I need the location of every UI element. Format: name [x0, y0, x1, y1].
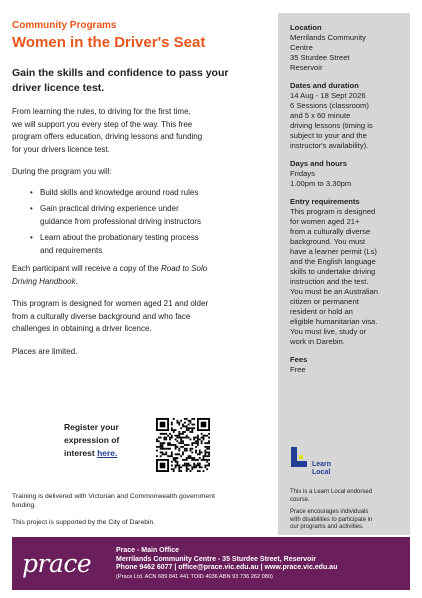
text-line: 6 Sessions (classroom): [290, 101, 369, 110]
page-title: Women in the Driver's Seat: [12, 34, 206, 51]
wordmark-line: Local: [312, 468, 331, 476]
list-item: [30, 187, 270, 200]
handbook-title: Driving Handbook: [12, 276, 76, 286]
fees-heading: Fees: [290, 355, 308, 364]
outcome-list: [12, 187, 270, 258]
office-contact[interactable]: Phone 9462 6077 | office@prace.vic.edu.au | www.prace.vic.edu.au: [116, 564, 338, 572]
text-line: [12, 263, 270, 276]
text-line: driving lessons (timing is: [290, 121, 373, 130]
register-text: interest: [64, 448, 98, 458]
location-heading: Location: [290, 23, 322, 32]
intro-paragraph: [12, 106, 270, 156]
text-line: [12, 276, 270, 289]
lead-line: driver licence test.: [12, 82, 105, 94]
location-block: [290, 23, 402, 73]
kicker: Community Programs: [12, 20, 117, 31]
entry-block: [290, 197, 402, 347]
dates-block: [290, 81, 402, 151]
text-line: This program is designed: [290, 207, 376, 216]
text-line: 1.00pm to 3.30pm: [290, 179, 352, 188]
entry-heading: Entry requirements: [290, 197, 360, 206]
text-line: subject to your and the: [290, 131, 367, 140]
text-line: 14 Aug - 18 Sept 2026: [290, 91, 366, 100]
text-line: guidance from professional driving instructors: [40, 216, 201, 226]
text-line: from a culturally diverse: [290, 227, 371, 236]
text-line: • Build skills and knowledge around road rules: [40, 187, 199, 197]
text-line: with disabilities to participate in: [290, 516, 373, 523]
text-line: for your drivers licence test.: [12, 144, 110, 154]
lead-text: [12, 66, 270, 96]
learn-local-icon: [290, 446, 310, 468]
handbook-pre: Each participant will receive a copy of the: [12, 264, 161, 273]
office-name: Prace - Main Office: [116, 547, 180, 554]
wordmark-line: Learn: [312, 461, 332, 468]
accessibility-note: [290, 509, 406, 532]
text-line: work in Darebin.: [290, 337, 345, 346]
text-line: and requirements: [40, 245, 103, 255]
text-line: program offers education, driving lessons and funding: [12, 132, 203, 141]
text-line: This is a Learn Local endorsed: [290, 489, 373, 495]
list-item: [30, 203, 270, 228]
handbook-post: .: [75, 276, 78, 286]
text-line: Training is delivered with Victorian and Commonwealth government: [12, 493, 215, 500]
lead-line: Gain the skills and confidence to pass your: [12, 67, 229, 79]
text-line: skills to undertake driving: [290, 267, 376, 276]
text-line: [64, 447, 144, 460]
text-line: challenges in obtaining a driver licence.: [12, 324, 152, 333]
handbook-title: Road to Solo: [160, 264, 208, 273]
footer-band: [12, 537, 410, 590]
text-line: our programs and activities.: [290, 524, 364, 531]
text-line: course.: [290, 496, 310, 503]
qr-code-icon[interactable]: [156, 418, 210, 472]
text-line: You must be an Australian: [290, 287, 378, 296]
places-note: Places are limited.: [12, 346, 78, 356]
funding-note: [12, 492, 270, 510]
text-line: background. You must: [290, 237, 366, 246]
text-line: You must live, study or: [290, 327, 367, 336]
text-line: have a learner permit (Ls): [290, 247, 377, 256]
text-line: • Gain practical driving experience under: [40, 204, 179, 213]
text-line: Fridays: [290, 169, 315, 178]
text-line: instructor's availability).: [290, 141, 369, 150]
text-line: Prace encourages individuals: [290, 509, 369, 515]
fees-block: [290, 355, 402, 375]
learn-local-wordmark: [312, 461, 331, 476]
fees-value: Free: [290, 365, 306, 374]
eligibility-paragraph: [12, 298, 270, 336]
during-heading: During the program you will:: [12, 167, 112, 176]
text-line: funding.: [12, 502, 37, 509]
text-line: From learning the rules, to driving for the first time,: [12, 107, 191, 116]
text-line: and the English language: [290, 257, 376, 266]
learn-local-note: [290, 489, 406, 504]
text-line: Centre: [290, 43, 313, 52]
days-block: [290, 159, 402, 189]
days-heading: Days and hours: [290, 159, 347, 168]
legal-text: (Prace Ltd. ACN 689 841 441 TOID 4036 ABN 93 736 262 080): [116, 573, 273, 580]
text-line: This program is designed for women aged 21 and older: [12, 299, 209, 308]
text-line: Merrilands Community: [290, 33, 366, 42]
text-line: for women aged 21+: [290, 217, 360, 226]
text-line: from a culturally diverse background and who face: [12, 311, 191, 321]
text-line: Register your: [64, 422, 119, 432]
register-prompt: [64, 421, 144, 460]
text-line: we will support you every step of the way. This free: [12, 119, 193, 129]
support-note: This project is supported by the City of Darebin.: [12, 519, 156, 526]
dates-heading: Dates and duration: [290, 81, 359, 90]
text-line: instruction and the test.: [290, 277, 369, 286]
text-line: 35 Sturdee Street: [290, 53, 350, 62]
footer-contact: [116, 547, 406, 581]
text-line: resident or hold an: [290, 307, 353, 316]
handbook-paragraph: [12, 263, 270, 288]
text-line: citizen or permanent: [290, 297, 359, 306]
text-line: expression of: [64, 435, 120, 445]
info-sidebar: [278, 13, 410, 535]
text-line: • Learn about the probationary testing process: [40, 233, 199, 242]
register-link[interactable]: here.: [97, 448, 118, 458]
learn-local-logo: [290, 446, 350, 482]
prace-logo: prace: [22, 549, 92, 578]
text-line: and 5 x 60 minute: [290, 111, 351, 120]
office-address: Merrilands Community Centre - 35 Sturdee Street, Reservoir: [116, 555, 316, 563]
text-line: Reservoir: [290, 63, 323, 72]
main-column: [12, 20, 270, 358]
list-item: [30, 232, 270, 257]
text-line: eligible humanitarian visa.: [290, 317, 378, 326]
